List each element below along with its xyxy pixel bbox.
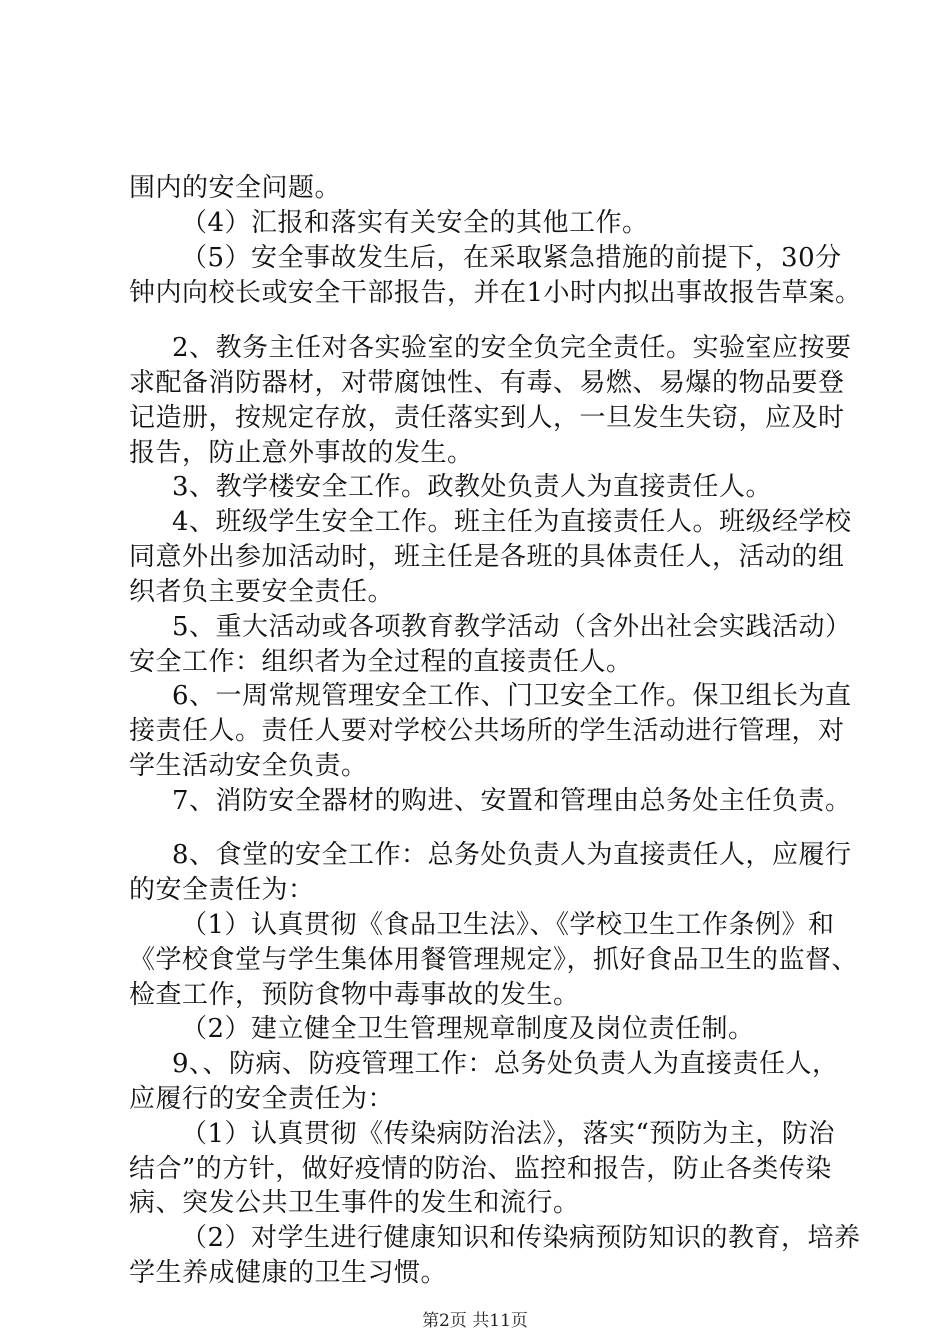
text-line: 安全工作：组织者为全过程的直接责任人。 [129, 647, 633, 677]
text-line: 检查工作，预防食物中毒事故的发生。 [129, 980, 580, 1010]
text-line: 同意外出参加活动时，班主任是各班的具体责任人，活动的组 [129, 542, 845, 572]
text-line: 报告，防止意外事故的发生。 [129, 438, 474, 468]
text-line: 4、班级学生安全工作。班主任为直接责任人。班级经学校 [172, 507, 852, 537]
page-footer: 第2页 共11页 [422, 1311, 528, 1331]
text-line: 结合”的方针，做好疫情的防治、监控和报告，防止各类传染 [129, 1154, 832, 1184]
text-line: 应履行的安全责任为： [129, 1084, 395, 1114]
text-line: 钟内向校长或安全干部报告，并在1小时内拟出事故报告草案。 [129, 278, 862, 308]
text-line: 2、教务主任对各实验室的安全负完全责任。实验室应按要 [172, 333, 852, 363]
text-line: 《学校食堂与学生集体用餐管理规定》，抓好食品卫生的监督、 [129, 945, 859, 975]
text-line: 织者负主要安全责任。 [129, 577, 395, 607]
text-line: 7、消防安全器材的购进、安置和管理由总务处主任负责。 [172, 786, 852, 816]
text-line: 5、重大活动或各项教育教学活动（含外出社会实践活动） [172, 612, 852, 642]
text-line: （2）建立健全卫生管理规章制度及岗位责任制。 [181, 1014, 755, 1044]
text-line: 6、一周常规管理安全工作、门卫安全工作。保卫组长为直 [172, 681, 852, 711]
text-line: 8、食堂的安全工作：总务处负责人为直接责任人，应履行 [172, 840, 852, 870]
text-line: 求配备消防器材，对带腐蚀性、有毒、易燃、易爆的物品要登 [129, 368, 845, 398]
text-line: 接责任人。责任人要对学校公共场所的学生活动进行管理，对 [129, 716, 845, 746]
text-line: 3、教学楼安全工作。政教处负责人为直接责任人。 [172, 472, 773, 502]
text-line: 的安全责任为： [129, 875, 315, 905]
text-line: （1）认真贯彻《食品卫生法》、《学校卫生工作条例》和 [181, 910, 835, 940]
text-line: 围内的安全问题。 [129, 173, 342, 203]
text-line: （1）认真贯彻《传染病防治法》，落实“预防为主，防治 [181, 1119, 835, 1149]
text-line: 学生养成健康的卫生习惯。 [129, 1258, 448, 1288]
text-line: 9、、防病、防疫管理工作：总务处负责人为直接责任人， [172, 1049, 839, 1079]
text-line: （2）对学生进行健康知识和传染病预防知识的教育，培养 [181, 1223, 861, 1253]
text-line: 记造册，按规定存放，责任落实到人，一旦发生失窃，应及时 [129, 403, 845, 433]
text-line: 病、突发公共卫生事件的发生和流行。 [129, 1188, 580, 1218]
text-line: 学生活动安全负责。 [129, 751, 368, 781]
text-line: （4）汇报和落实有关安全的其他工作。 [181, 208, 649, 238]
text-line: （5）安全事故发生后，在采取紧急措施的前提下，30分 [181, 243, 842, 273]
